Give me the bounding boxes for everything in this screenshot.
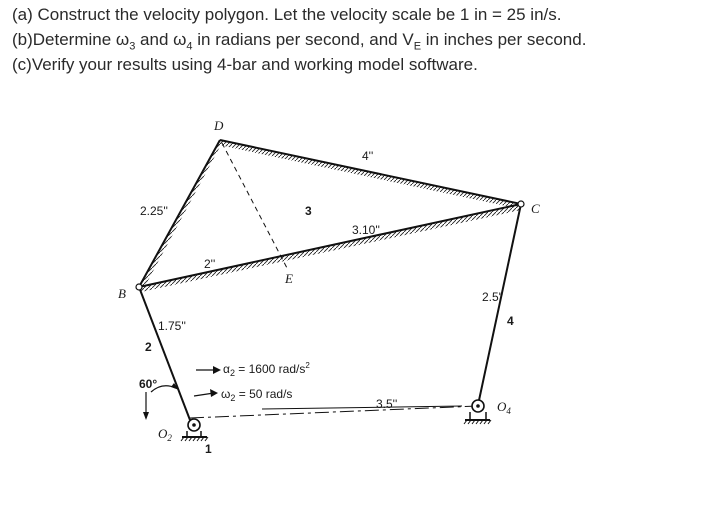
dim-label-crank: 1.75''	[158, 319, 186, 333]
dashed-line-d-e	[222, 143, 287, 268]
point-label-e: E	[285, 271, 293, 286]
question-b-part4: in inches per second.	[421, 30, 587, 49]
ground-pivot-o4	[464, 400, 491, 424]
omega4-subscript: 4	[186, 40, 193, 53]
omega3-subscript: 3	[129, 40, 136, 53]
link-number-coupler: 3	[305, 204, 312, 218]
question-c: (c)Verify your results using 4-bar and working model software.	[12, 55, 478, 74]
dim-label-bd: 2.25''	[140, 204, 168, 218]
point-label-c: C	[531, 201, 540, 216]
point-label-d: D	[214, 118, 224, 133]
question-a: (a) Construct the velocity polygon. Let the velocity scale be 1 in = 25 in/s.	[12, 5, 562, 24]
point-label-b: B	[118, 286, 126, 301]
alpha2-label: $\alpha_2 = 1600$ rad/$s^2$	[223, 361, 310, 378]
coupler-link-3	[139, 140, 521, 287]
dim-label-bc: 3.10''	[352, 223, 380, 237]
omega-arrowhead	[210, 389, 218, 397]
ground-pivot-o2	[181, 419, 208, 441]
link-number-ground: 1	[205, 442, 212, 456]
dim-label-dc: 4''	[362, 149, 374, 163]
point-label-o4: $O_4$	[497, 399, 511, 416]
rocker-link-4	[478, 204, 521, 405]
omega2-label: $\omega_2 = 50$ rad/s	[221, 387, 293, 403]
question-b-part2: and ω	[135, 30, 187, 49]
dim-label-be: 2''	[204, 257, 216, 271]
link-number-rocker: 4	[507, 314, 514, 328]
vertical-reference-arrowhead	[143, 412, 149, 420]
dim-label-rocker: 2.5''	[482, 290, 504, 304]
joint-c	[518, 201, 524, 207]
ve-subscript: E	[413, 40, 422, 53]
alpha-arrowhead	[213, 366, 221, 374]
dim-label-ground: 3.5''	[376, 397, 398, 411]
question-b-part1: (b)Determine ω	[12, 30, 130, 49]
point-label-o2: $O_2$	[158, 426, 172, 443]
question-b-part3: in radians per second, and V	[192, 30, 414, 49]
joint-b	[136, 284, 142, 290]
ground-dimension-line	[262, 406, 462, 409]
link-number-crank: 2	[145, 340, 152, 354]
angle-label-60: 60°	[139, 377, 158, 391]
